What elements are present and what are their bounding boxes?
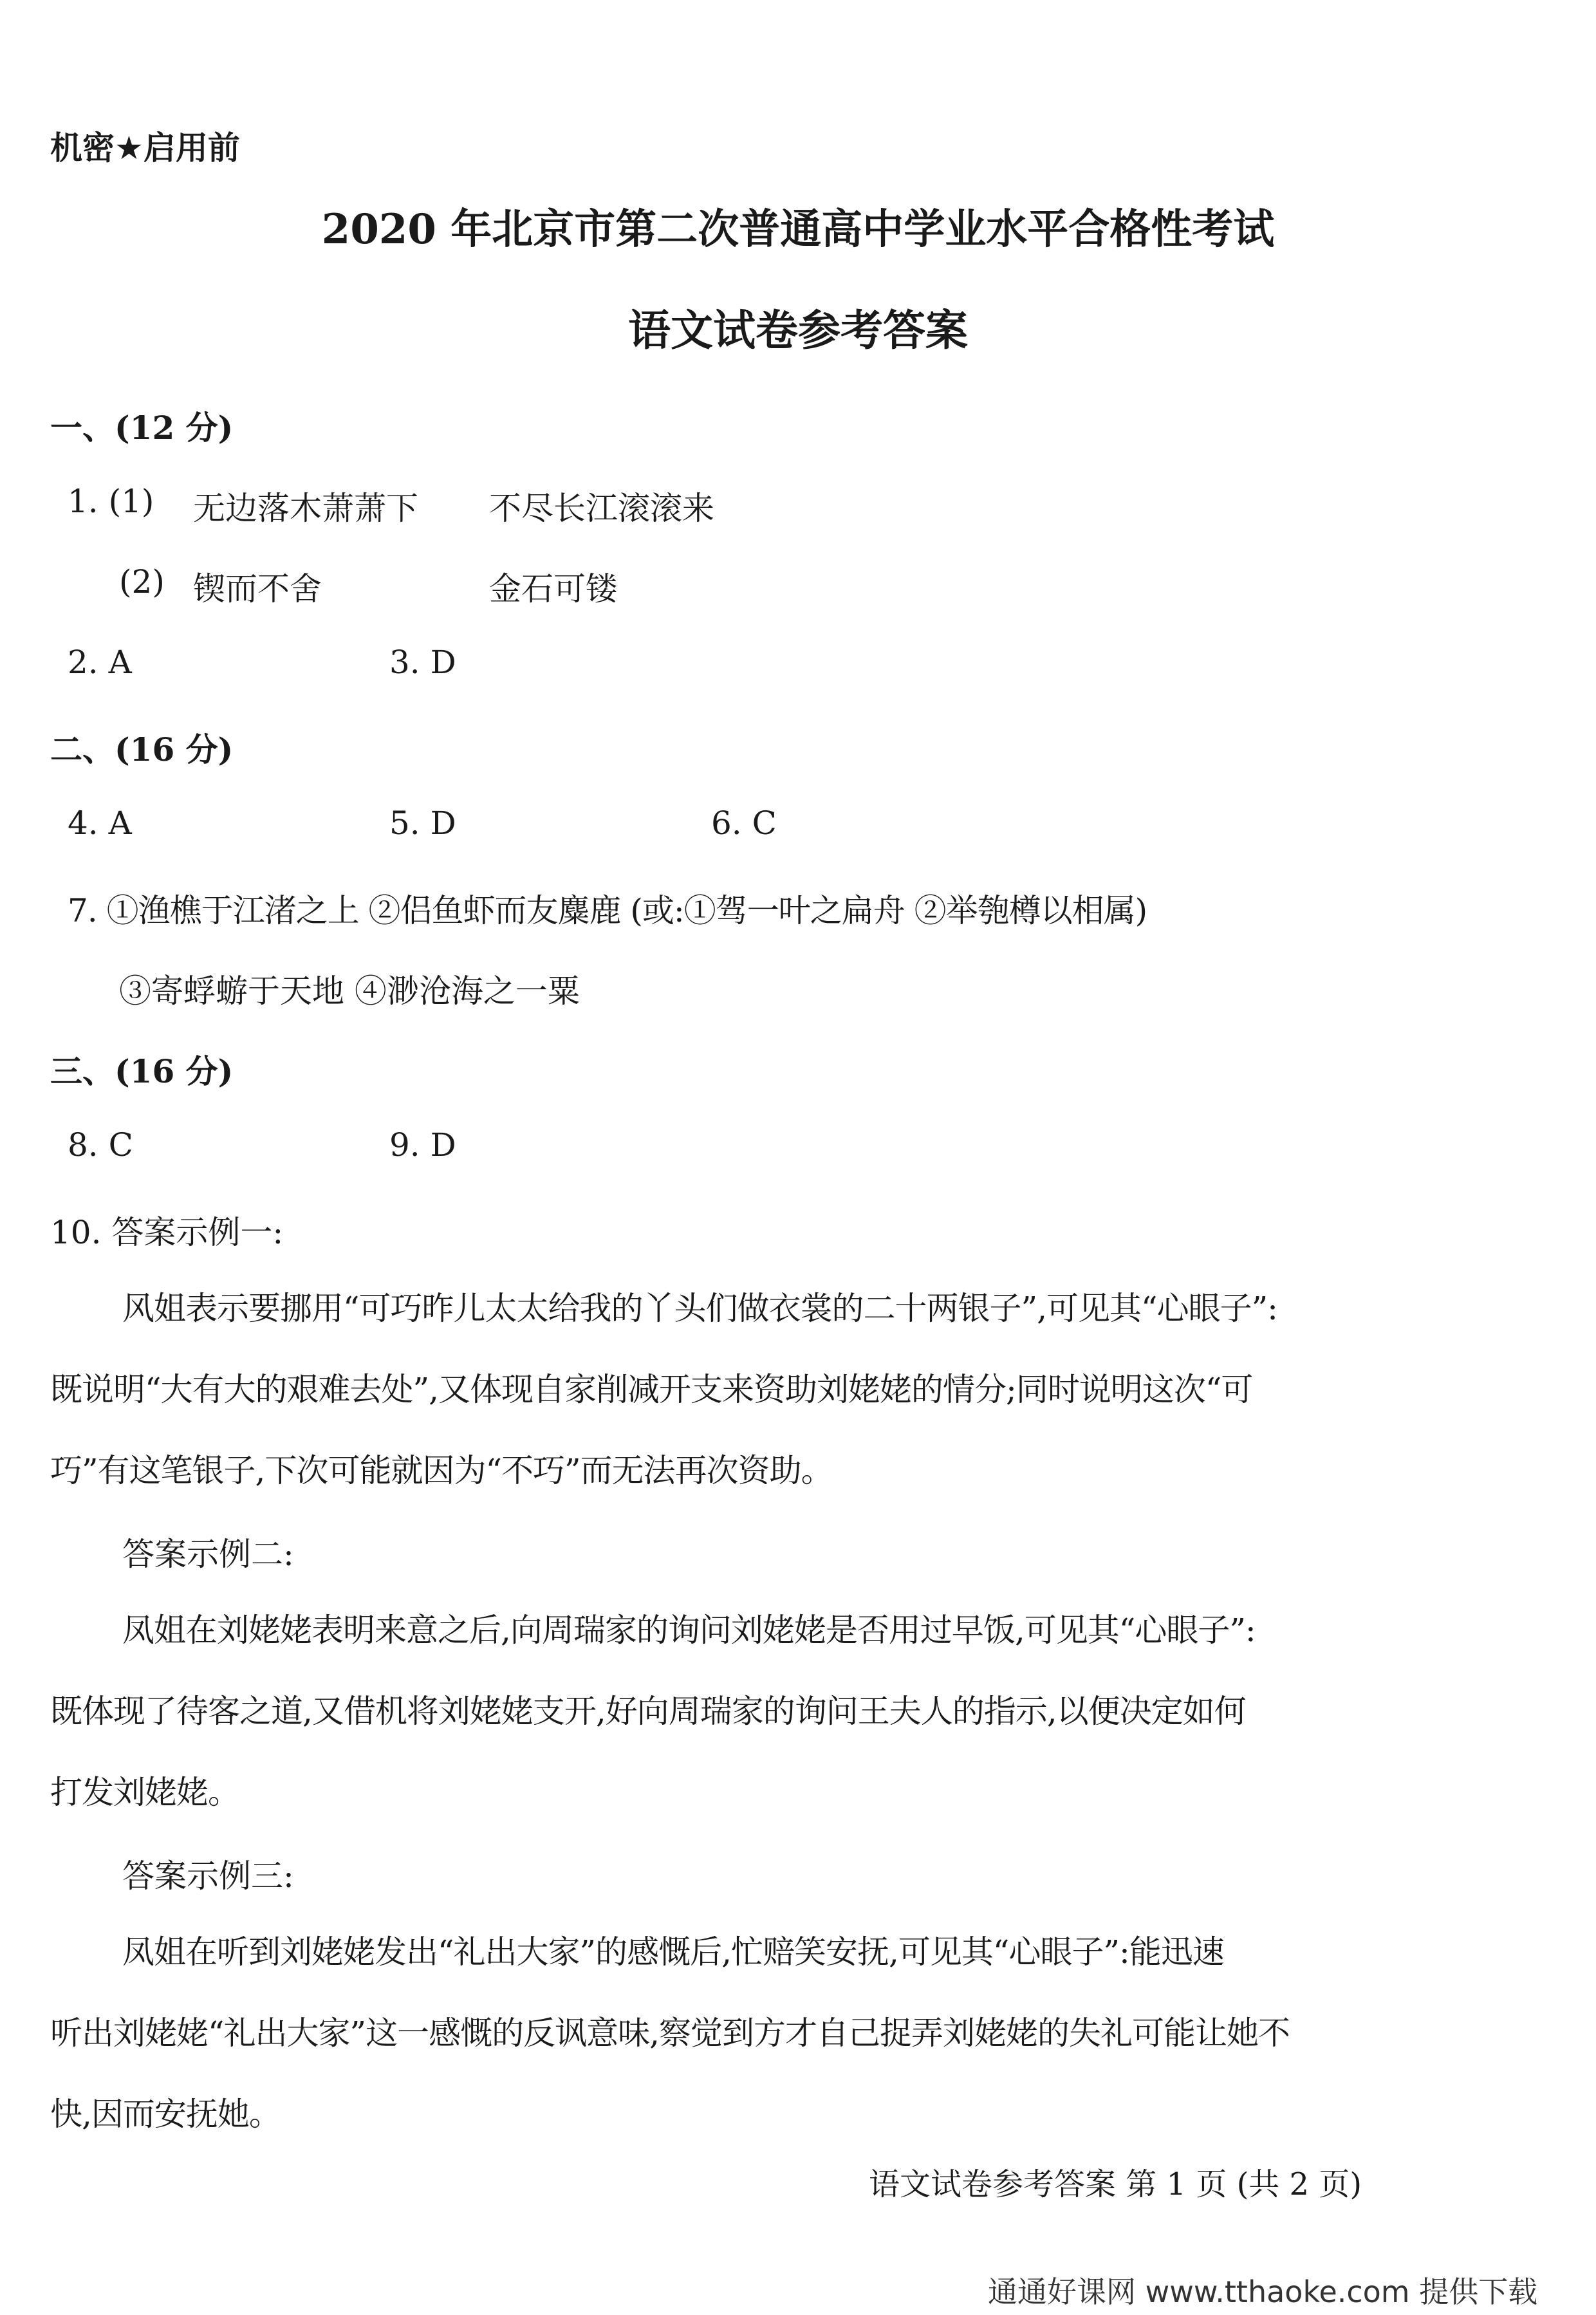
example-2-label: 答案示例二: xyxy=(122,1536,294,1573)
example-3-line-3: 快,因而安抚她。 xyxy=(50,2096,281,2133)
confidential-label: 机密★启用前 xyxy=(50,129,240,167)
q1-1-answer-a: 无边落木萧萧下 xyxy=(193,490,418,527)
section-2-heading: 二、(16 分) xyxy=(50,730,234,768)
q1-1-answer-b: 不尽长江滚滚来 xyxy=(489,490,714,527)
q1-2-number: (2) xyxy=(119,563,165,600)
q5-answer: 5. D xyxy=(389,804,456,842)
example-2-line-2: 既体现了待客之道,又借机将刘姥姥支开,好向周瑞家的询问王夫人的指示,以便决定如何 xyxy=(50,1693,1246,1730)
section-1-heading: 一、(12 分) xyxy=(50,409,234,447)
q10-label: 10. 答案示例一: xyxy=(50,1214,284,1251)
q9-answer: 9. D xyxy=(389,1126,456,1164)
q1-1-number: 1. (1) xyxy=(68,483,154,520)
q7-answer-line-2: ③寄蜉蝣于天地 ④渺沧海之一粟 xyxy=(119,972,580,1010)
example-3-paragraph xyxy=(50,1911,1466,2155)
page-footer: 语文试卷参考答案 第 1 页 (共 2 页) xyxy=(869,2166,1362,2202)
example-2-paragraph xyxy=(50,1590,1466,1833)
example-1-line-1: 风姐表示要挪用“可巧昨儿太太给我的丫头们做衣裳的二十两银子”,可见其“心眼子”: xyxy=(122,1290,1277,1327)
example-1-line-2: 既说明“大有大的艰难去处”,又体现自家削减开支来资助刘姥姥的情分;同时说明这次“可 xyxy=(50,1371,1253,1408)
q6-answer: 6. C xyxy=(711,804,777,842)
q3-answer: 3. D xyxy=(389,644,456,681)
q8-answer: 8. C xyxy=(68,1126,133,1164)
example-2-line-3: 打发刘姥姥。 xyxy=(50,1774,239,1811)
exam-subtitle: 语文试卷参考答案 xyxy=(628,305,968,355)
exam-title: 2020 年北京市第二次普通高中学业水平合格性考试 xyxy=(321,205,1275,254)
example-3-label: 答案示例三: xyxy=(122,1857,294,1895)
example-3-line-2: 听出刘姥姥“礼出大家”这一感慨的反讽意味,察觉到方才自己捉弄刘姥姥的失礼可能让她不 xyxy=(50,2014,1290,2052)
example-2-line-1: 凤姐在刘姥姥表明来意之后,向周瑞家的询问刘姥姥是否用过早饭,可见其“心眼子”: xyxy=(122,1612,1256,1649)
download-watermark: 通通好课网 www.tthaoke.com 提供下载 xyxy=(988,2274,1538,2309)
q4-answer: 4. A xyxy=(68,804,132,842)
q2-answer: 2. A xyxy=(68,644,132,681)
section-3-heading: 三、(16 分) xyxy=(50,1052,234,1090)
q1-2-answer-a: 锲而不舍 xyxy=(193,570,322,608)
example-3-line-1: 凤姐在听到刘姥姥发出“礼出大家”的感慨后,忙赔笑安抚,可见其“心眼子”:能迅速 xyxy=(122,1933,1224,1971)
example-1-line-3: 巧”有这笔银子,下次可能就因为“不巧”而无法再次资助。 xyxy=(50,1452,833,1489)
example-1-paragraph xyxy=(50,1268,1466,1511)
q1-2-answer-b: 金石可镂 xyxy=(489,570,618,608)
q7-answer-line-1: 7. ①渔樵于江渚之上 ②侣鱼虾而友麋鹿 (或:①驾一叶之扁舟 ②举匏樽以相属) xyxy=(68,892,1147,929)
